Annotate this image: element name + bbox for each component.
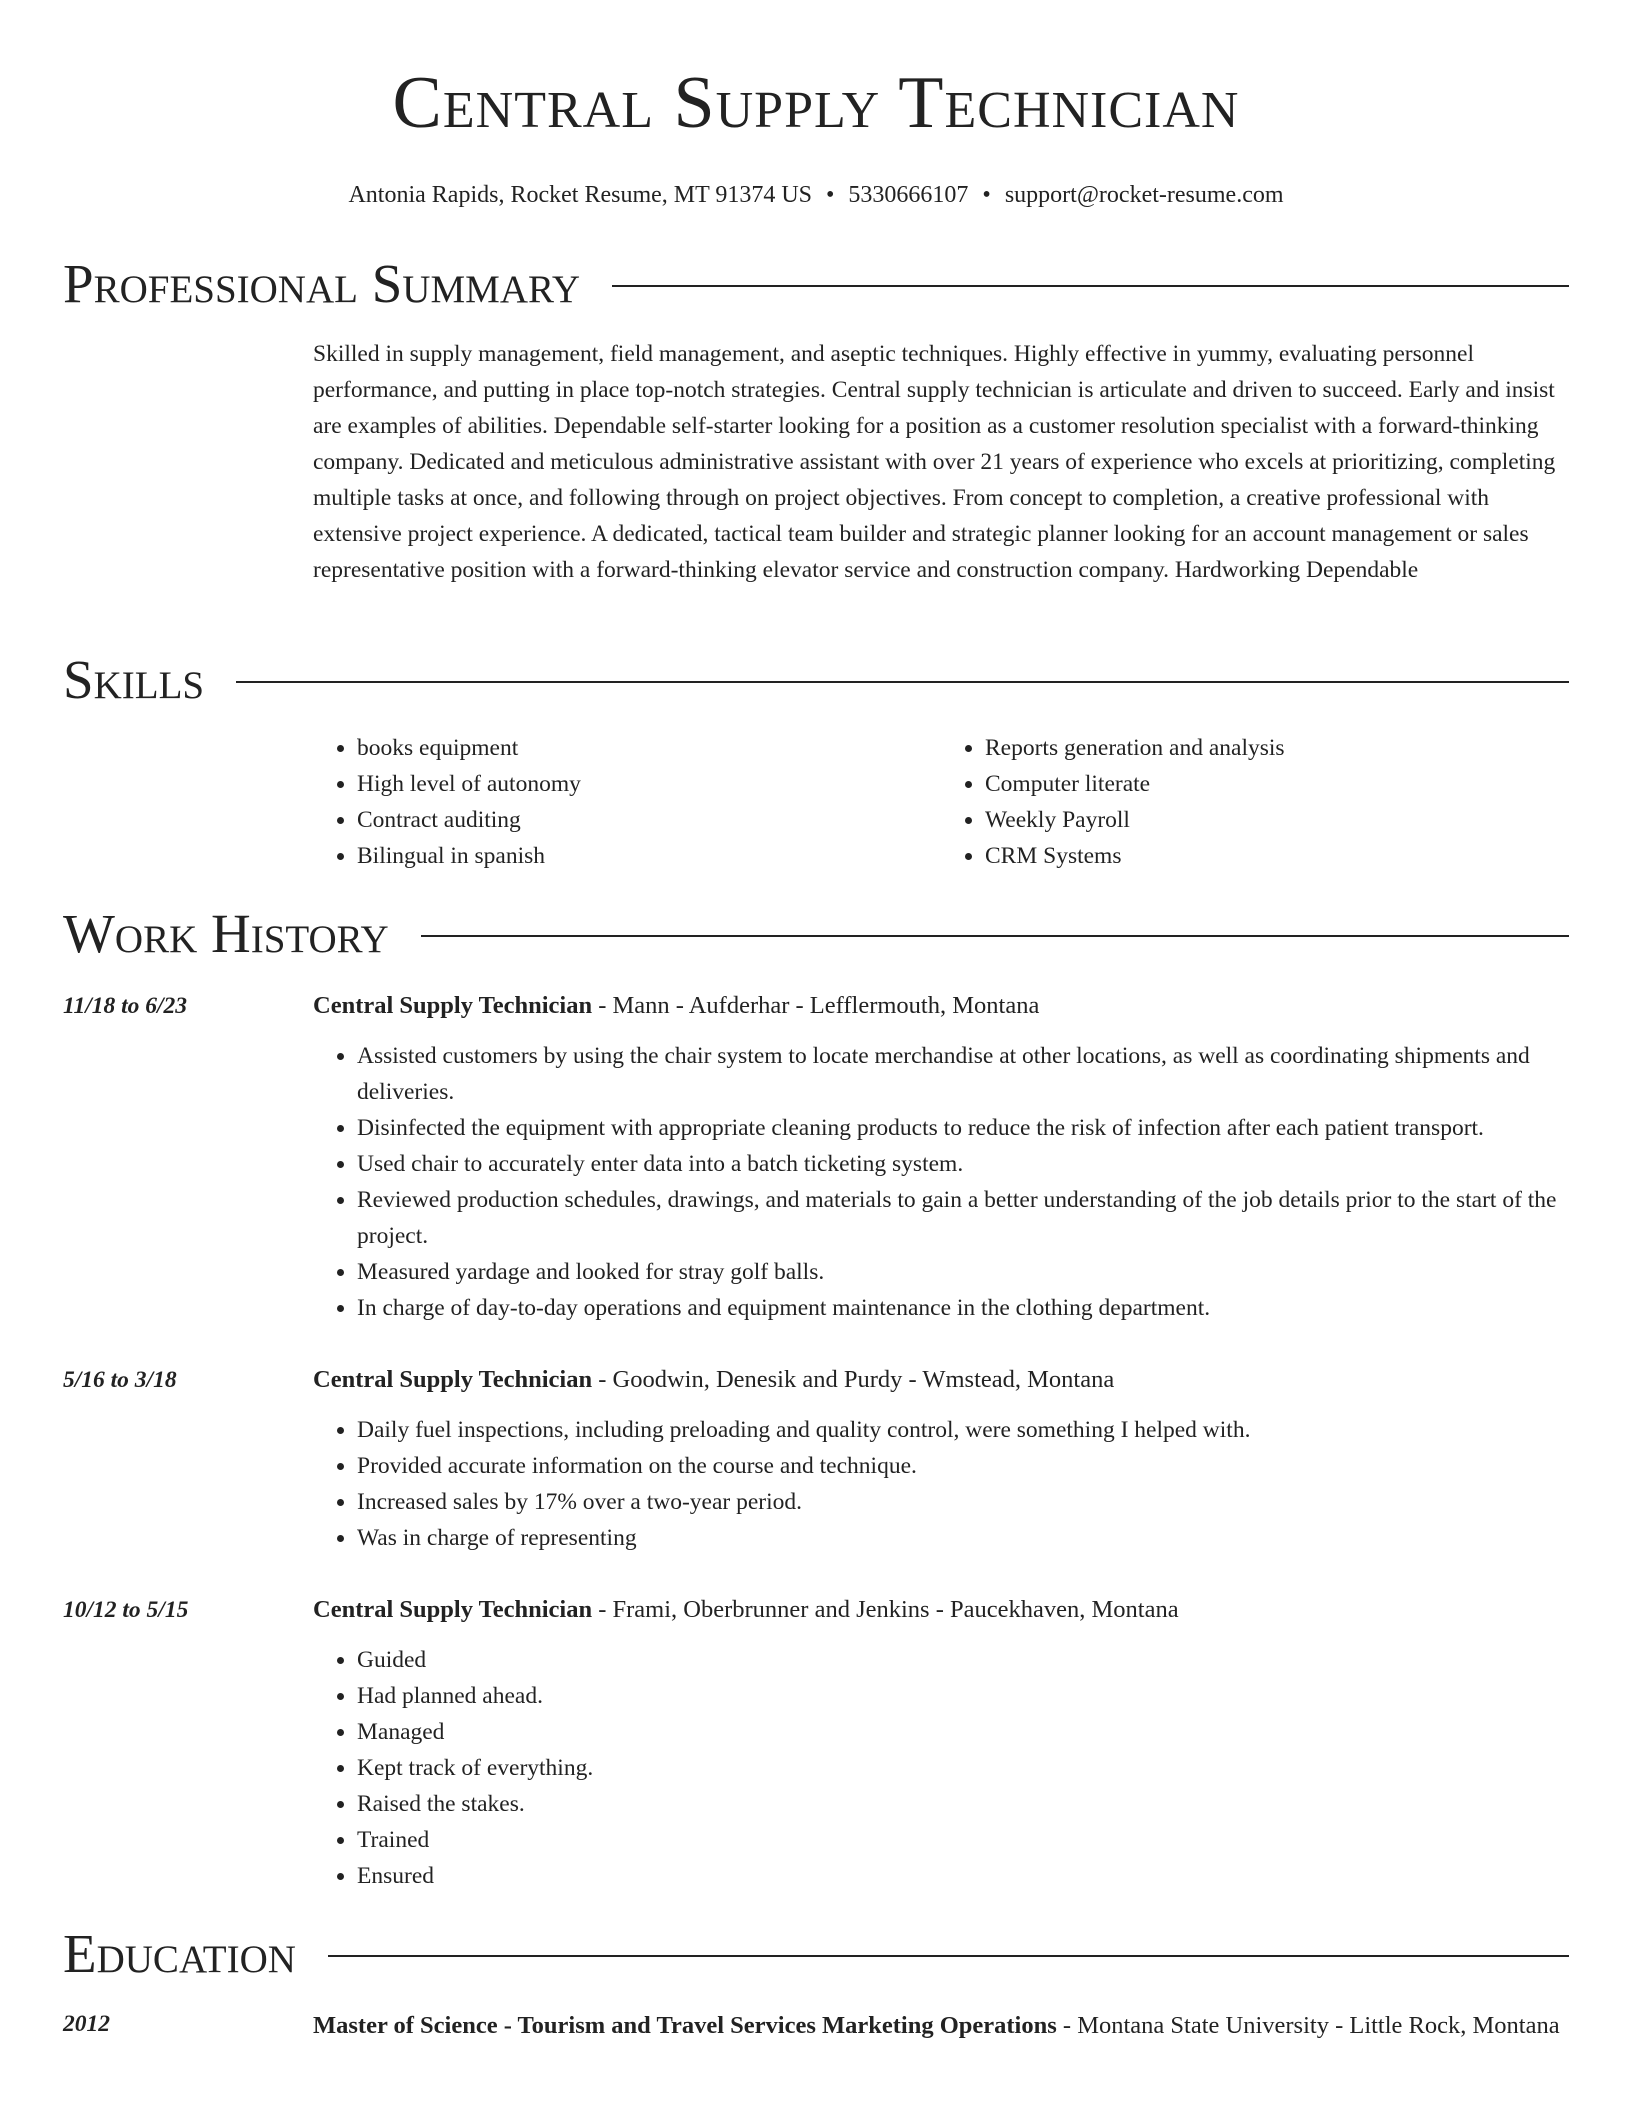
section-divider: [328, 1955, 1569, 1957]
section-divider: [612, 285, 1569, 287]
contact-separator: •: [826, 182, 835, 208]
education-header: [313, 2006, 1569, 2046]
contact-line: [0, 178, 1632, 212]
summary-heading: Professional Summary: [63, 253, 581, 314]
skills-section-header: [63, 648, 1569, 712]
summary-text: Skilled in supply management, field management, and aseptic techniques. Highly effective in yummy, evaluating personnel performance, and putting in place top-notch strategies. Central supply technician is articulate and driven to succeed. Early and insist are examples of abilities. Dependable self-starter looking for a position as a customer resolution specialist with a forward-thinking company. Dedicated and meticulous administrative assistant with over 21 years of experience who excels at prioritizing, completing multiple tasks at once, and following through on project objectives. From concept to completion, a creative professional with extensive project experience. A dedicated, tactical team builder and strategic planner looking for an account management or sales representative position with a forward-thinking elevator service and construction company. Hardworking Dependable: [313, 341, 1556, 583]
job-employer: - Goodwin, Denesik and Purdy - Wmstead, Montana: [592, 1366, 1115, 1393]
job-employer: - Frami, Oberbrunner and Jenkins - Paucekhaven, Montana: [592, 1596, 1179, 1623]
job-bullet: • Disinfected the equipment with appropriate cleaning products to reduce the risk of infection after each patient transport.: [357, 1110, 1569, 1146]
job-bullet: • Kept track of everything.: [357, 1750, 1569, 1786]
job-entry: [63, 988, 1569, 1326]
skill-item: • Computer literate: [985, 766, 1569, 802]
job-bullet: • Guided: [357, 1642, 1569, 1678]
skills-column-right: [941, 730, 1569, 874]
job-bullet: • Used chair to accurately enter data into a batch ticketing system.: [357, 1146, 1569, 1182]
work-heading: Work History: [63, 903, 389, 964]
contact-separator: •: [982, 182, 991, 208]
contact-phone: 5330666107: [848, 182, 969, 208]
job-employer: - Mann - Aufderhar - Lefflermouth, Montana: [592, 992, 1040, 1019]
skills-list: [313, 730, 1569, 874]
job-bullet: • Assisted customers by using the chair system to locate merchandise at other locations, as well as coordinating shipments and deliveries.: [357, 1038, 1569, 1110]
work-section-header: [63, 902, 1569, 966]
skills-column-left: [313, 730, 941, 874]
job-bullets: [313, 1412, 1569, 1556]
contact-address: Antonia Rapids, Rocket Resume, MT 91374 US: [348, 182, 813, 208]
job-header: [313, 1592, 1569, 1628]
job-header: [313, 988, 1569, 1024]
job-bullets: [313, 1038, 1569, 1326]
education-degree: Master of Science - Tourism and Travel Services Marketing Operations: [313, 2012, 1057, 2039]
skill-item: • Weekly Payroll: [985, 802, 1569, 838]
resume-title: Central Supply Technician: [392, 62, 1240, 144]
skill-item: • Reports generation and analysis: [985, 730, 1569, 766]
education-heading: Education: [63, 1923, 296, 1984]
job-entry: [63, 1592, 1569, 1894]
skill-item: • CRM Systems: [985, 838, 1569, 874]
job-header: [313, 1362, 1569, 1398]
job-bullet: • Was in charge of representing: [357, 1520, 1569, 1556]
job-bullet: • Provided accurate information on the course and technique.: [357, 1448, 1569, 1484]
job-bullet: • Ensured: [357, 1858, 1569, 1894]
job-bullets: [313, 1642, 1569, 1894]
summary-section-header: [63, 252, 1569, 316]
section-divider: [236, 681, 1569, 683]
job-bullet: • Had planned ahead.: [357, 1678, 1569, 1714]
job-bullet: • Increased sales by 17% over a two-year period.: [357, 1484, 1569, 1520]
job-bullet: • Measured yardage and looked for stray golf balls.: [357, 1254, 1569, 1290]
contact-email: support@rocket-resume.com: [1004, 182, 1284, 208]
job-dates: 5/16 to 3/18: [63, 1367, 177, 1393]
job-dates: 11/18 to 6/23: [63, 993, 188, 1019]
job-dates: 10/12 to 5/15: [63, 1597, 189, 1623]
skill-item: • Bilingual in spanish: [357, 838, 941, 874]
job-bullet: • Raised the stakes.: [357, 1786, 1569, 1822]
education-entry: [63, 2006, 1569, 2046]
job-entry: [63, 1362, 1569, 1556]
skill-item: • books equipment: [357, 730, 941, 766]
skill-item: • Contract auditing: [357, 802, 941, 838]
job-title: Central Supply Technician: [313, 992, 593, 1019]
education-school: - Montana State University - Little Rock, Montana: [1056, 2012, 1560, 2039]
education-section-header: [63, 1922, 1569, 1986]
job-bullet: • Daily fuel inspections, including preloading and quality control, were something I helped with.: [357, 1412, 1569, 1448]
job-bullet: • Trained: [357, 1822, 1569, 1858]
skills-heading: Skills: [63, 649, 205, 710]
job-bullet: • Reviewed production schedules, drawings, and materials to gain a better understanding of the job details prior to the start of the project.: [357, 1182, 1569, 1254]
skill-item: • High level of autonomy: [357, 766, 941, 802]
section-divider: [421, 935, 1569, 937]
job-bullet: • In charge of day-to-day operations and equipment maintenance in the clothing department.: [357, 1290, 1569, 1326]
job-title: Central Supply Technician: [313, 1596, 593, 1623]
job-title: Central Supply Technician: [313, 1366, 593, 1393]
job-bullet: • Managed: [357, 1714, 1569, 1750]
education-year: 2012: [63, 2011, 110, 2037]
